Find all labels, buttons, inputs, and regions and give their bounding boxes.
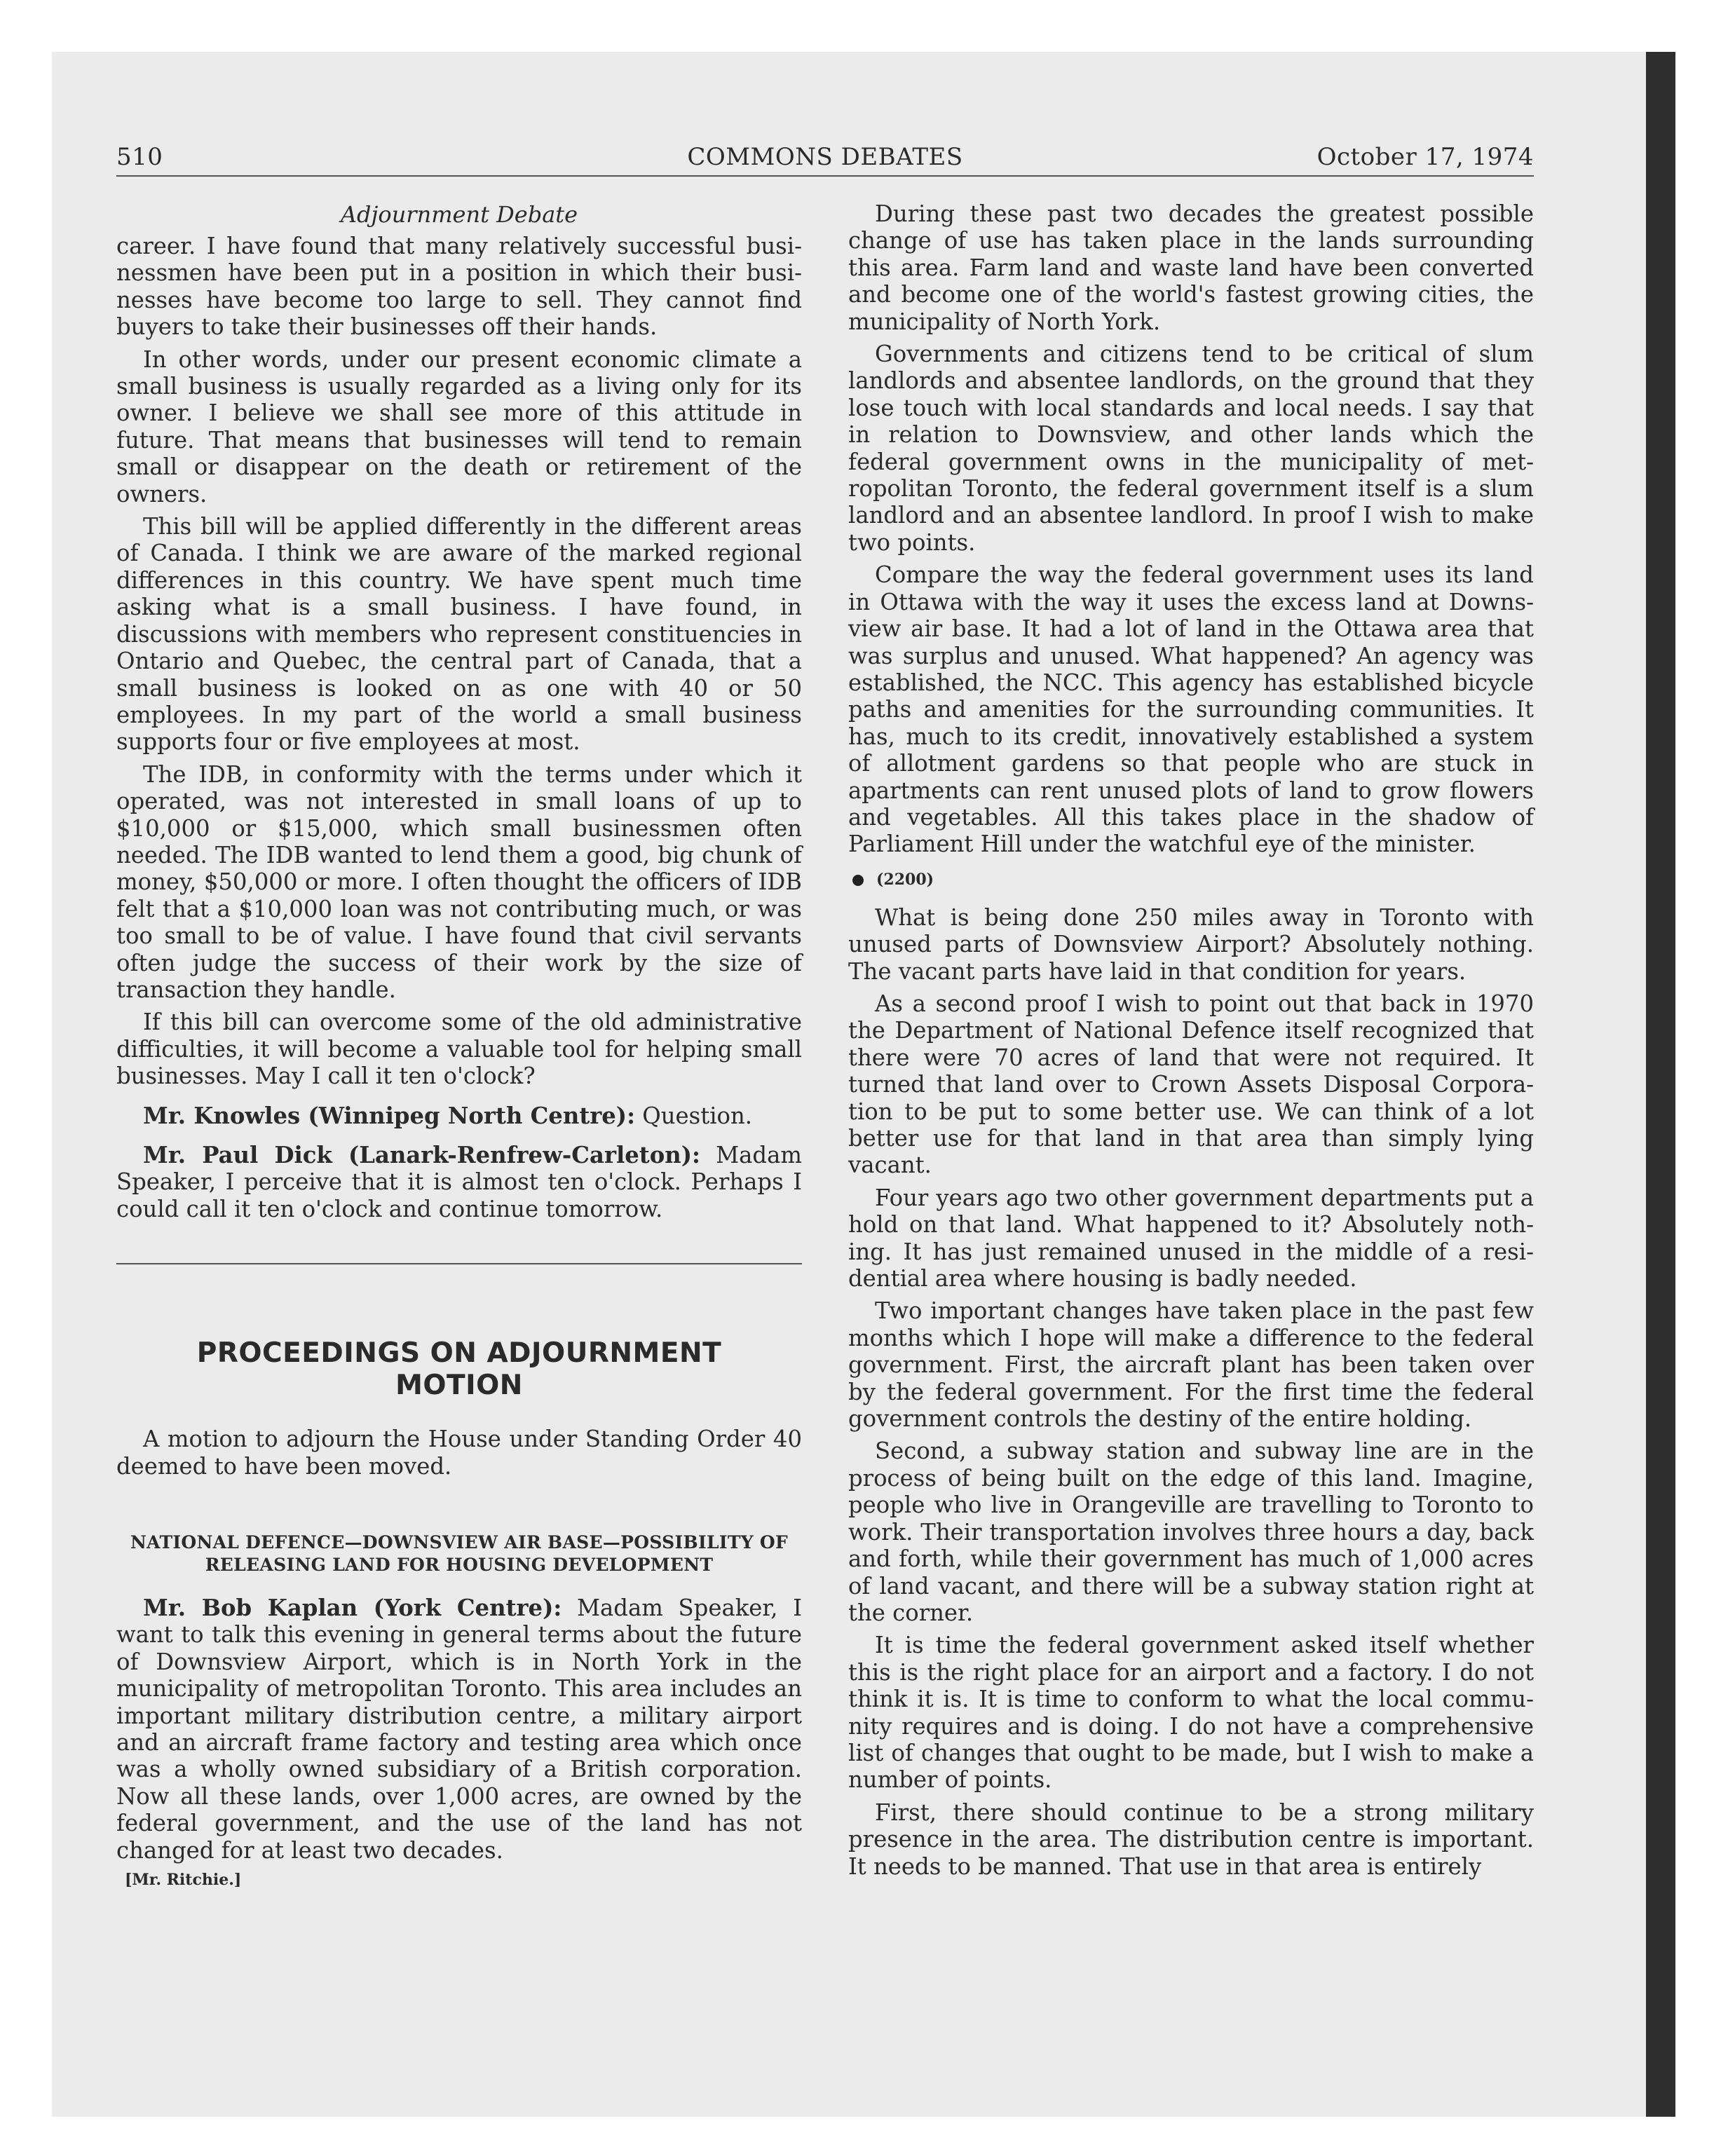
- time-marker-label: (2200): [876, 870, 934, 889]
- paragraph: Compare the way the federal government uses its land in Ottawa with the way it uses the excess land at Downsview air base. It had a lot of land in the Ottawa area that was surplus and unused. What happened? An agency was established, the NCC. This agency has established bicycle paths and amenities for the surrounding communities. It has, much to its credit, innovatively established a system of allotment gardens so that people who are stuck in apartments can rent unused plots of land to grow flowers and vegetables. All this takes place in the shadow of Parliament Hill under the watchful eye of the minister.: [848, 561, 1534, 858]
- paragraph: Two important changes have taken place in the past few months which I hope will make a difference to the federal government. First, the aircraft plant has been taken over by the federal government. For the first time the federal government controls the destiny of the entire holding.: [848, 1297, 1534, 1433]
- speech-dick: [116, 1142, 802, 1222]
- bullet-icon: [852, 875, 864, 886]
- speech-knowles: [116, 1103, 802, 1129]
- paragraph: During these past two decades the greatest possible change of use has taken place in the lands surrounding this area. Farm land and waste land have been converted and become one of the world's fastest growing cities, the municipality of North York.: [848, 200, 1534, 335]
- speaker-name: Mr. Bob Kaplan (York Centre):: [143, 1595, 562, 1622]
- motion-text: A motion to adjourn the House under Standing Order 40 deemed to have been moved.: [116, 1426, 802, 1480]
- scan-edge-shadow: [1646, 52, 1675, 2117]
- time-marker: [848, 869, 1534, 890]
- running-head: Adjournment Debate: [340, 201, 578, 228]
- paragraph: What is being done 250 miles away in Toronto with unused parts of Downsview Airport? Absolutely nothing. The vacant parts have laid in that condition for years.: [848, 903, 1534, 985]
- section-heading: PROCEEDINGS ON ADJOURNMENT MOTION: [196, 1337, 722, 1402]
- speaker-name: Mr. Paul Dick (Lanark-Renfrew-Carleton):: [143, 1142, 700, 1168]
- section-divider: [116, 1263, 802, 1264]
- paragraph: Second, a subway station and subway line are in the process of being built on the edge of this land. Imagine, people who live in Orangeville are travelling to Toronto to work. Their transportation involves three hours a day, back and forth, while their government has much of 1,000 acres of land vacant, and there will be a subway station right at the corner.: [848, 1438, 1534, 1626]
- left-column: [116, 200, 802, 1890]
- right-column: [848, 200, 1534, 1885]
- page-header: [116, 140, 1534, 177]
- paragraph: As a second proof I wish to point out that back in 1970 the Department of National Defence itself recognized that there were 70 acres of land that were not required. It turned that land over to Crown Assets Disposal Corporation to be put to some better use. We can think of a lot better use for that land in that area than simply lying vacant.: [848, 990, 1534, 1179]
- subject-heading: NATIONAL DEFENCE—DOWNSVIEW AIR BASE—POSSIBILITY OF RELEASING LAND FOR HOUSING DEVELOPMENT: [130, 1532, 788, 1576]
- issue-date: October 17, 1974: [1316, 143, 1534, 171]
- journal-title: COMMONS DEBATES: [687, 143, 963, 171]
- speaker-name: Mr. Knowles (Winnipeg North Centre):: [143, 1102, 636, 1129]
- paragraph: In other words, under our present economic climate a small business is usually regarded as a living only for its owner. I believe we shall see more of this attitude in future. That means that businesses will tend to remain small or disappear on the death or retirement of the owners.: [116, 346, 802, 507]
- paragraph: Governments and citizens tend to be critical of slum landlords and absentee landlords, on the ground that they lose touch with local standards and local needs. I say that in relation to Downsview, and other lands which the federal government owns in the municipality of metropolitan Toronto, the federal government itself is a slum landlord and an absentee landlord. In proof I wish to make two points.: [848, 341, 1534, 556]
- paragraph: First, there should continue to be a strong military presence in the area. The distribution centre is important. It needs to be manned. That use in that area is entirely: [848, 1799, 1534, 1880]
- paragraph: career. I have found that many relatively successful businessmen have been put in a position in which their businesses have become too large to sell. They cannot find buyers to take their businesses off their hands.: [116, 233, 802, 341]
- footer-note: [Mr. Ritchie.]: [125, 1871, 242, 1890]
- paragraph: The IDB, in conformity with the terms under which it operated, was not interested in small loans of up to $10,000 or $15,000, which small businessmen often needed. The IDB wanted to lend them a good, big chunk of money, $50,000 or more. I often thought the officers of IDB felt that a $10,000 loan was not contributing much, or was too small to be of value. I have found that civil servants often judge the success of their work by the size of transaction they handle.: [116, 760, 802, 1003]
- speech-text: Madam Speaker, I want to talk this evening in general terms about the future of Downsview Airport, which is in North York in the municipality of metropolitan Toronto. This area includes an important military distribution centre, a military airport and an aircraft frame factory and testing area which once was a wholly owned subsidiary of a British corporation. Now all these lands, over 1,000 acres, are owned by the federal government, and the use of the land has not changed for at least two decades.: [116, 1595, 802, 1864]
- page-number: 510: [116, 143, 163, 171]
- speech-kaplan: [116, 1595, 802, 1864]
- paragraph: If this bill can overcome some of the old administrative difficulties, it will become a valuable tool for helping small businesses. May I call it ten o'clock?: [116, 1009, 802, 1090]
- speech-text: Question.: [635, 1102, 753, 1129]
- paragraph: This bill will be applied differently in the different areas of Canada. I think we are aware of the marked regional differences in this country. We have spent much time asking what is a small business. I have found, in discussions with members who represent constituencies in Ontario and Quebec, the central part of Canada, that a small business is looked on as one with 40 or 50 employees. In my part of the world a small business supports four or five employees at most.: [116, 513, 802, 756]
- paragraph: Four years ago two other government departments put a hold on that land. What happened to it? Absolutely nothing. It has just remained unused in the middle of a residential area where housing is badly needed.: [848, 1184, 1534, 1292]
- paragraph: It is time the federal government asked itself whether this is the right place for an airport and a factory. I do not think it is. It is time to conform to what the local community requires and is doing. I do not have a comprehensive list of changes that ought to be made, but I wish to make a number of points.: [848, 1632, 1534, 1794]
- speech-text: Madam Speaker, I perceive that it is almost ten o'clock. Perhaps I could call it ten o'clock and continue tomorrow.: [116, 1142, 802, 1222]
